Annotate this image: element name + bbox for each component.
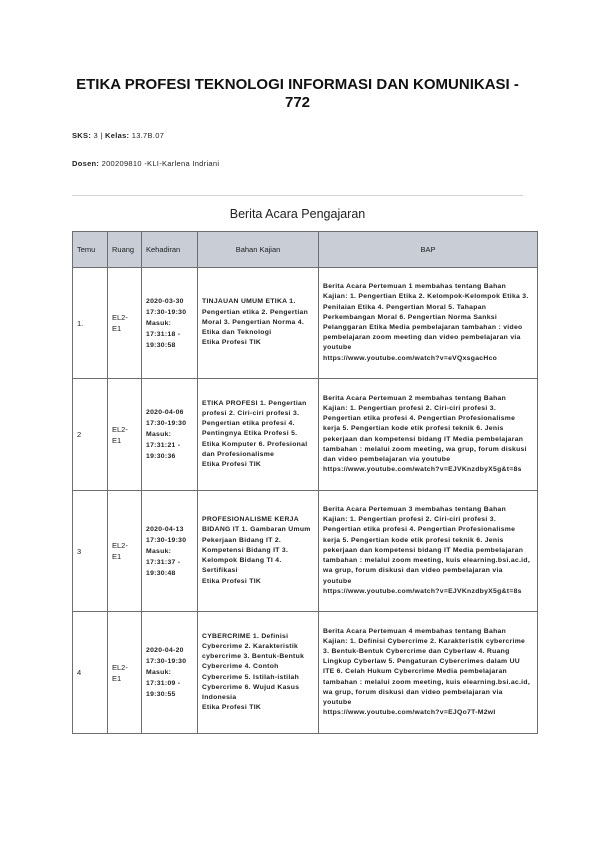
info-separator: |	[100, 131, 103, 140]
bahan-kajian-cell	[198, 268, 319, 379]
meeting-date: 2020-04-13	[146, 525, 184, 533]
topic-text: PROFESIONALISME KERJA BIDANG IT 1. Gambaran Umum Pekerjaan Bidang IT 2. Kompetensi Bidang IT 3. Kelompok Bidang TI 4. Sertifikasi	[202, 516, 311, 575]
kehadiran-cell	[142, 379, 198, 491]
meeting-date: 2020-03-30	[146, 297, 184, 305]
table-row	[73, 612, 538, 734]
sks-label: SKS:	[72, 131, 92, 140]
ruang-cell	[108, 268, 142, 379]
check-in-label: Masuk:	[146, 319, 172, 327]
meeting-schedule: 17:30-19:30	[146, 658, 187, 665]
kehadiran-cell	[142, 268, 198, 379]
check-in-time: 17:31:21 - 19:30:36	[146, 442, 181, 460]
bahan-kajian-cell	[198, 491, 319, 612]
check-in-time: 17:31:18 - 19:30:58	[146, 330, 181, 349]
video-link: https://www.youtube.com/watch?v=eVQxsgacHco	[323, 354, 498, 362]
kelas-label: Kelas:	[105, 131, 130, 140]
room-code: EL2-E1	[112, 662, 128, 683]
divider	[72, 195, 523, 196]
bap-cell	[319, 379, 538, 491]
check-in-label: Masuk:	[146, 431, 172, 438]
bap-text: Berita Acara Pertemuan 4 membahas tentang Bahan Kajian: 1. Definisi Cybercrime 2. Karakteristik cybercrime 3. Bentuk-Bentuk Cybercrime dan Cyberlaw 4. Ruang Lingkup Cyberlaw 5. Pengaturan Cybercrimes dalam UU ITE 6. Celah Hukum Cybercrime Media pembelajaran tambahan : melalui zoom meeting, kuis elearning.bsi.ac.id, wa grup, forum diskusi dan video pembelajaran via youtube	[323, 627, 531, 706]
table-header-temu: Temu	[73, 232, 108, 268]
topic-text: TINJAUAN UMUM ETIKA 1. Pengertian etika 2. Pengertian Moral 3. Pengertian Norma 4. Etika dan Teknologi	[202, 298, 309, 337]
meeting-date: 2020-04-20	[146, 647, 184, 654]
bap-text: Berita Acara Pertemuan 1 membahas tentang Bahan Kajian: 1. Pengertian Etika 2. Kelompok-Kelompok Etika 3. Penilaian Etika 4. Pengertian Moral 5. Tahapan Perkembangan Moral 6. Pengertian Norma Sanksi Pelanggaran Etika Media pembelajaran tambahan : video pembelajaran zoom meeting dan video pembelajaran via youtube	[323, 283, 529, 352]
room-code: EL2-E1	[112, 313, 128, 333]
bap-cell	[319, 268, 538, 379]
video-link: https://www.youtube.com/watch?v=EJQo7T-M2wI	[323, 709, 496, 717]
check-in-time: 17:31:09 - 19:30:55	[146, 680, 181, 698]
dosen-label: Dosen:	[72, 159, 100, 168]
room-code: EL2-E1	[112, 424, 128, 445]
check-in-label: Masuk:	[146, 669, 172, 676]
kehadiran-cell	[142, 491, 198, 612]
course-name: Etika Profesi TIK	[202, 339, 262, 347]
meeting-number: 2	[77, 430, 82, 439]
meeting-schedule: 17:30-19:30	[146, 308, 187, 316]
temu-cell	[73, 379, 108, 491]
table-header-bahan-kajian: Bahan Kajian	[198, 232, 319, 268]
temu-cell	[73, 612, 108, 734]
bap-text: Berita Acara Pertemuan 3 membahas tentang Bahan Kajian: 1. Pengertian profesi 2. Ciri-ciri profesi 3. Pengertian etika profesi 4. Pengertian Profesionalisme kerja 5. Pengertian kode etik profesi teknik 6. Jenis pekerjaan dan kompetensi bidang IT Media pembelajaran tambahan : melalui zoom meeting, kuis elearning.bsi.ac.id, wa grup, forum diskusi dan video pembelajaran via youtube	[323, 506, 531, 585]
ruang-cell	[108, 491, 142, 612]
meeting-number: 3	[77, 546, 82, 556]
table-row	[73, 491, 538, 612]
ruang-cell	[108, 612, 142, 734]
sks-value: 3	[93, 131, 98, 140]
bap-cell	[319, 491, 538, 612]
table-header-kehadiran: Kehadiran	[142, 232, 198, 268]
dosen-value: 200209810 -KLI-Karlena Indriani	[101, 159, 220, 168]
table-header-ruang: Ruang	[108, 232, 142, 268]
meeting-date: 2020-04-06	[146, 409, 184, 416]
kehadiran-cell	[142, 612, 198, 734]
course-name: Etika Profesi TIK	[202, 461, 262, 468]
temu-cell	[73, 491, 108, 612]
table-row	[73, 379, 538, 491]
kelas-value: 13.7B.07	[131, 131, 165, 140]
course-name: Etika Profesi TIK	[202, 577, 262, 585]
ruang-cell	[108, 379, 142, 491]
topic-text: ETIKA PROFESI 1. Pengertian profesi 2. Ciri-ciri profesi 3. Pengertian etika profesi 4. Pentingnya Etika Profesi 5. Etika Komputer 6. Profesional dan Profesionalisme	[202, 399, 308, 458]
course-name: Etika Profesi TIK	[202, 704, 262, 712]
teaching-report-table	[72, 231, 538, 734]
meeting-number: 1.	[77, 318, 84, 328]
section-title: Berita Acara Pengajaran	[229, 207, 366, 221]
topic-text: CYBERCRIME 1. Definisi Cybercrime 2. Karakteristik cybercrime 3. Bentuk-Bentuk Cybercrime 4. Contoh Cybercrime 5. Istilah-istilah Cybercrime 6. Wujud Kasus Indonesia	[202, 632, 305, 701]
bahan-kajian-cell	[198, 612, 319, 734]
bap-text: Berita Acara Pertemuan 2 membahas tentang Bahan Kajian: 1. Pengertian profesi 2. Ciri-ciri profesi 3. Pengertian etika profesi 4. Pengertian Profesionalisme kerja 5. Pengertian kode etik profesi teknik 6. Jenis pekerjaan dan kompetensi bidang IT Media pembelajaran tambahan : melalui zoom meeting, wa grup, forum diskusi dan video pembelajaran via youtube	[323, 394, 527, 463]
table-header-row	[73, 232, 538, 268]
meeting-number: 4	[77, 668, 82, 677]
check-in-time: 17:31:37 - 19:30:48	[146, 558, 181, 577]
bahan-kajian-cell	[198, 379, 319, 491]
table-row	[73, 268, 538, 379]
video-link: https://www.youtube.com/watch?v=EJVKnzdbyX5g&t=8s	[323, 587, 522, 595]
meeting-schedule: 17:30-19:30	[146, 536, 187, 544]
bap-cell	[319, 612, 538, 734]
check-in-label: Masuk:	[146, 547, 172, 555]
document-title: ETIKA PROFESI TEKNOLOGI INFORMASI DAN KOMUNIKASI - 772	[76, 76, 519, 111]
meeting-schedule: 17:30-19:30	[146, 420, 187, 427]
room-code: EL2-E1	[112, 541, 128, 561]
credits-class-line	[72, 131, 164, 141]
table-header-bap: BAP	[319, 232, 538, 268]
lecturer-line	[72, 159, 219, 169]
temu-cell	[73, 268, 108, 379]
video-link: https://www.youtube.com/watch?v=EJVKnzdbyX5g&t=8s	[323, 466, 522, 474]
